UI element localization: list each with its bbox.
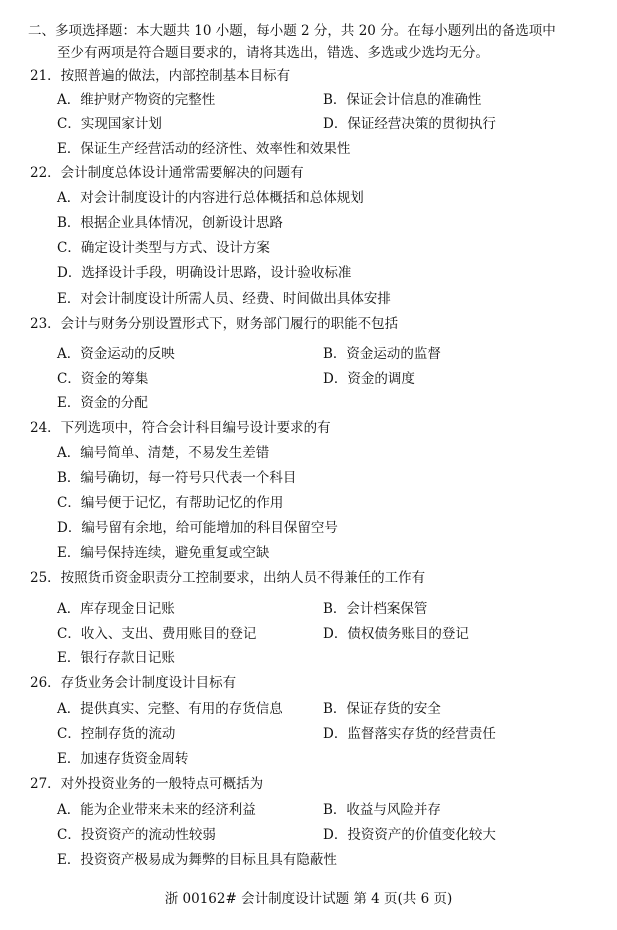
question-25-option-a: A．库存现金日记账 <box>57 601 175 617</box>
question-26-option-b: B．保证存货的安全 <box>323 701 441 717</box>
question-24-option-a: A．编号简单、清楚，不易发生差错 <box>57 445 270 461</box>
question-26-option-c: C．控制存货的流动 <box>57 726 176 742</box>
question-25-option-d: D．债权债务账目的登记 <box>323 626 469 642</box>
question-27-option-d: D．投资资产的价值变化较大 <box>323 827 496 843</box>
question-22-option-e: E．对会计制度设计所需人员、经费、时间做出具体安排 <box>57 291 391 307</box>
question-24-option-b: B．编号确切，每一符号只代表一个科目 <box>57 470 297 486</box>
question-24-stem: 24．下列选项中，符合会计科目编号设计要求的有 <box>30 420 331 436</box>
question-24-option-c: C．编号便于记忆，有帮助记忆的作用 <box>57 495 284 511</box>
question-23-option-b: B．资金运动的监督 <box>323 346 441 362</box>
question-23-option-c: C．资金的筹集 <box>57 371 149 387</box>
question-23-option-a: A．资金运动的反映 <box>57 346 175 362</box>
question-22-option-a: A．对会计制度设计的内容进行总体概括和总体规划 <box>57 190 364 206</box>
question-26-option-e: E．加速存货资金周转 <box>57 751 189 767</box>
question-27-option-c: C．投资资产的流动性较弱 <box>57 827 216 843</box>
question-25-stem: 25．按照货币资金职责分工控制要求，出纳人员不得兼任的工作有 <box>30 570 426 586</box>
question-25-option-c: C．收入、支出、费用账目的登记 <box>57 626 257 642</box>
question-22-option-d: D．选择设计手段，明确设计思路，设计验收标准 <box>57 265 352 281</box>
question-23-stem: 23．会计与财务分别设置形式下，财务部门履行的职能不包括 <box>30 316 399 332</box>
question-21-option-a: A．维护财产物资的完整性 <box>57 92 216 108</box>
question-27-option-a: A．能为企业带来未来的经济利益 <box>57 802 256 818</box>
question-24-option-d: D．编号留有余地，给可能增加的科目保留空号 <box>57 520 338 536</box>
question-25-option-b: B．会计档案保管 <box>323 601 428 617</box>
question-21-stem: 21．按照普遍的做法，内部控制基本目标有 <box>30 68 291 84</box>
question-26-option-a: A．提供真实、完整、有用的存货信息 <box>57 701 283 717</box>
question-21-option-c: C．实现国家计划 <box>57 116 162 132</box>
question-26-stem: 26．存货业务会计制度设计目标有 <box>30 675 237 691</box>
question-27-stem: 27．对外投资业务的一般特点可概括为 <box>30 776 264 792</box>
question-22-option-b: B．根据企业具体情况，创新设计思路 <box>57 215 283 231</box>
question-26-option-d: D．监督落实存货的经营责任 <box>323 726 496 742</box>
question-21-option-e: E．保证生产经营活动的经济性、效率性和效果性 <box>57 141 351 157</box>
question-23-option-d: D．资金的调度 <box>323 371 415 387</box>
question-23-option-e: E．资金的分配 <box>57 395 148 411</box>
section-heading-cont: 至少有两项是符合题目要求的，请将其选出，错选、多选或少选均无分。 <box>57 45 489 61</box>
page-footer: 浙 00162# 会计制度设计试题 第 4 页(共 6 页) <box>164 891 453 907</box>
question-21-option-d: D．保证经营决策的贯彻执行 <box>323 116 496 132</box>
question-24-option-e: E．编号保持连续，避免重复或空缺 <box>57 545 270 561</box>
question-27-option-b: B．收益与风险并存 <box>323 802 441 818</box>
question-22-stem: 22．会计制度总体设计通常需要解决的问题有 <box>30 165 304 181</box>
question-27-option-e: E．投资资产极易成为舞弊的目标且具有隐蔽性 <box>57 852 337 868</box>
section-heading: 二、多项选择题：本大题共 10 小题，每小题 2 分，共 20 分。在每小题列出的备选项中 <box>28 23 556 39</box>
question-21-option-b: B．保证会计信息的准确性 <box>323 92 482 108</box>
question-22-option-c: C．确定设计类型与方式、设计方案 <box>57 240 270 256</box>
question-25-option-e: E．银行存款日记账 <box>57 650 175 666</box>
